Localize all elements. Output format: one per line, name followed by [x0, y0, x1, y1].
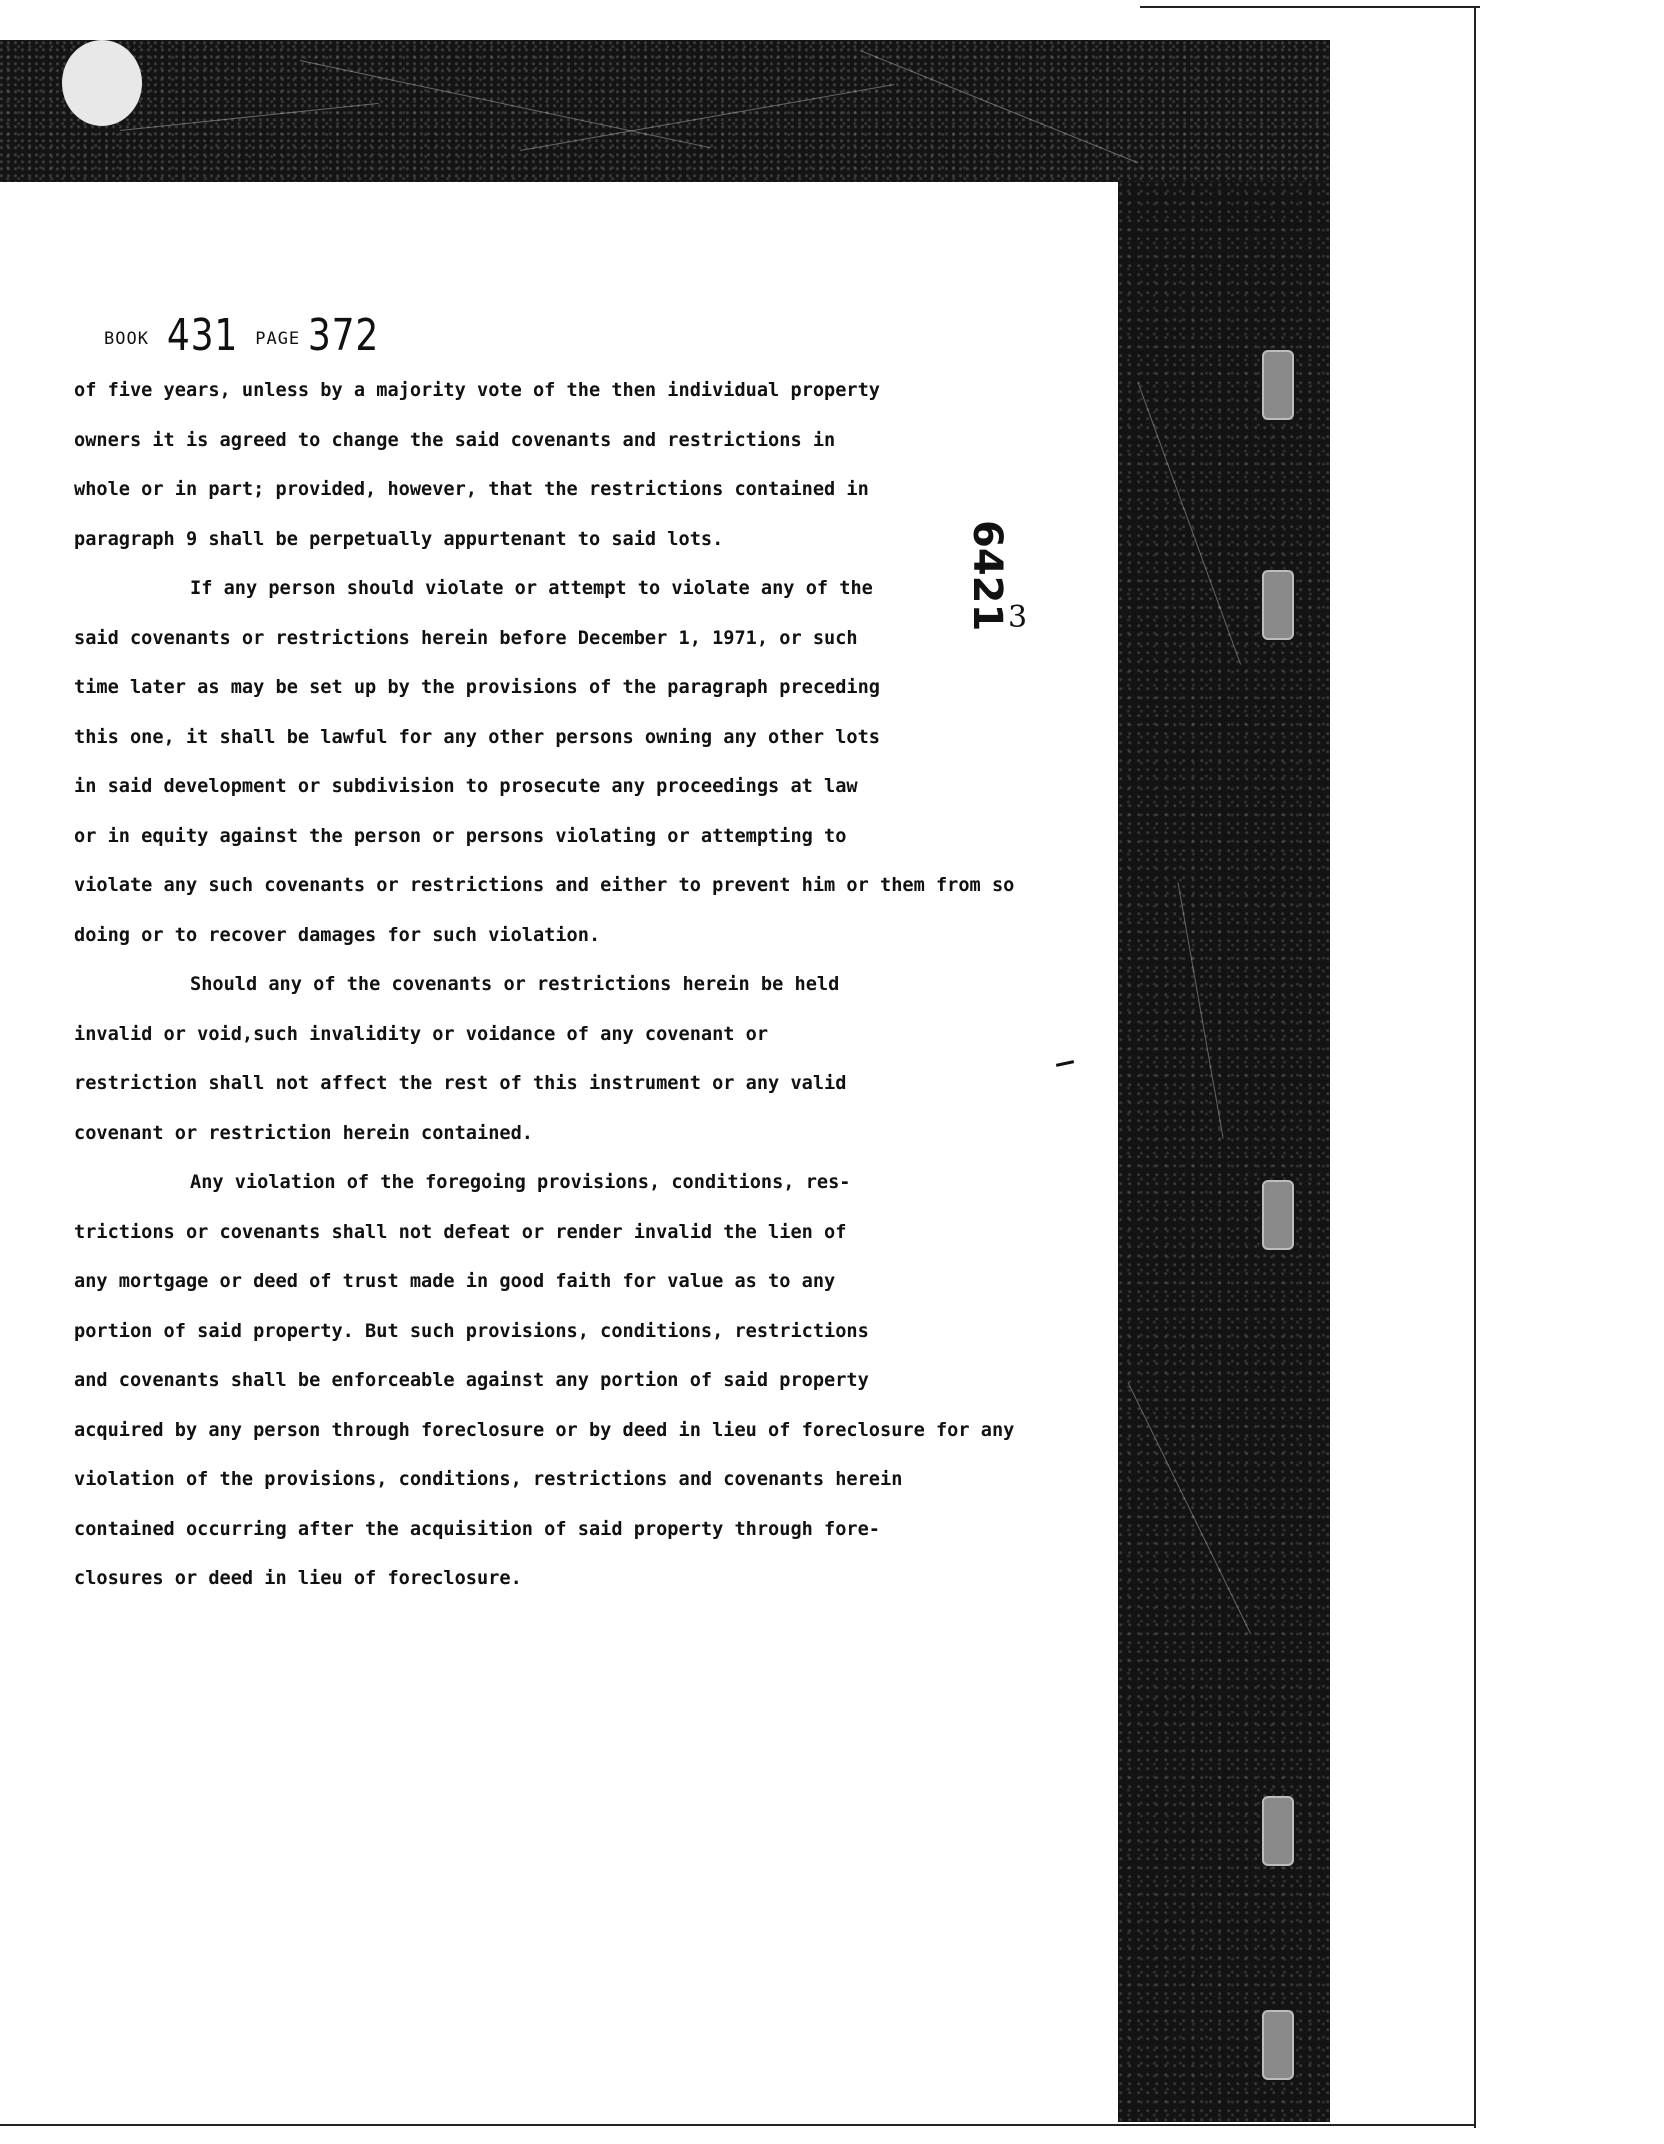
book-page-reference — [104, 310, 387, 361]
binder-tab — [1262, 570, 1294, 640]
text-line: any mortgage or deed of trust made in good faith for value as to any — [74, 1271, 836, 1292]
scan-frame-top — [1140, 6, 1480, 8]
text-line: said covenants or restrictions herein before December 1, 1971, or such — [74, 627, 858, 649]
paragraph-start-line: Should any of the covenants or restrictions herein be held — [190, 974, 840, 995]
scan-dark-border-top — [0, 40, 1330, 182]
deed-restrictions-text — [74, 366, 1114, 1604]
text-line: paragraph 9 shall be perpetually appurtenant to said lots. — [74, 528, 724, 550]
text-line: in said development or subdivision to prosecute any proceedings at law — [74, 776, 858, 797]
text-line: owners it is agreed to change the said covenants and restrictions in — [74, 429, 836, 451]
binder-tab — [1262, 1180, 1294, 1250]
page-number: 372 — [308, 310, 380, 361]
text-line: restriction shall not affect the rest of this instrument or any valid — [74, 1073, 847, 1094]
margin-handwritten-mark: 3 — [1008, 600, 1028, 635]
text-line: this one, it shall be lawful for any other persons owning any other lots — [74, 726, 880, 748]
scan-frame-right — [1474, 8, 1476, 2128]
text-line: contained occurring after the acquisition of said property through fore- — [74, 1518, 880, 1540]
text-line: of five years, unless by a majority vote of the then individual property — [74, 380, 880, 401]
binder-tab — [1262, 1796, 1294, 1866]
paragraph-start-line: If any person should violate or attempt to violate any of the — [190, 578, 873, 599]
scan-light-spot — [62, 40, 142, 126]
text-line: portion of said property. But such provisions, conditions, restrictions — [74, 1320, 869, 1342]
text-line: or in equity against the person or persons violating or attempting to — [74, 825, 847, 847]
text-line: time later as may be set up by the provisions of the paragraph preceding — [74, 677, 880, 698]
book-label: BOOK — [104, 329, 149, 349]
scan-frame-bottom — [0, 2124, 1476, 2126]
page-label: PAGE — [255, 329, 301, 349]
text-line: invalid or void,such invalidity or voidance of any covenant or — [74, 1023, 769, 1045]
binder-tab — [1262, 350, 1294, 420]
text-line: acquired by any person through foreclosure or by deed in lieu of foreclosure for any — [74, 1419, 1015, 1441]
text-line: trictions or covenants shall not defeat or render invalid the lien of — [74, 1221, 847, 1243]
text-line: whole or in part; provided, however, that the restrictions contained in — [74, 479, 869, 500]
margin-handwritten-number: 6421 — [964, 520, 1010, 632]
text-line: doing or to recover damages for such violation. — [74, 924, 601, 946]
text-line: violate any such covenants or restrictions and either to prevent him or them from so — [74, 875, 1015, 896]
text-line: covenant or restriction herein contained. — [74, 1122, 533, 1144]
text-line: violation of the provisions, conditions, restrictions and covenants herein — [74, 1469, 903, 1490]
text-line: and covenants shall be enforceable against any portion of said property — [74, 1370, 869, 1391]
scan-dark-border-right — [1118, 182, 1330, 2122]
text-line: closures or deed in lieu of foreclosure. — [74, 1568, 522, 1589]
paragraph-start-line: Any violation of the foregoing provisions, conditions, res- — [190, 1172, 851, 1193]
binder-tab — [1262, 2010, 1294, 2080]
book-number: 431 — [166, 310, 238, 361]
